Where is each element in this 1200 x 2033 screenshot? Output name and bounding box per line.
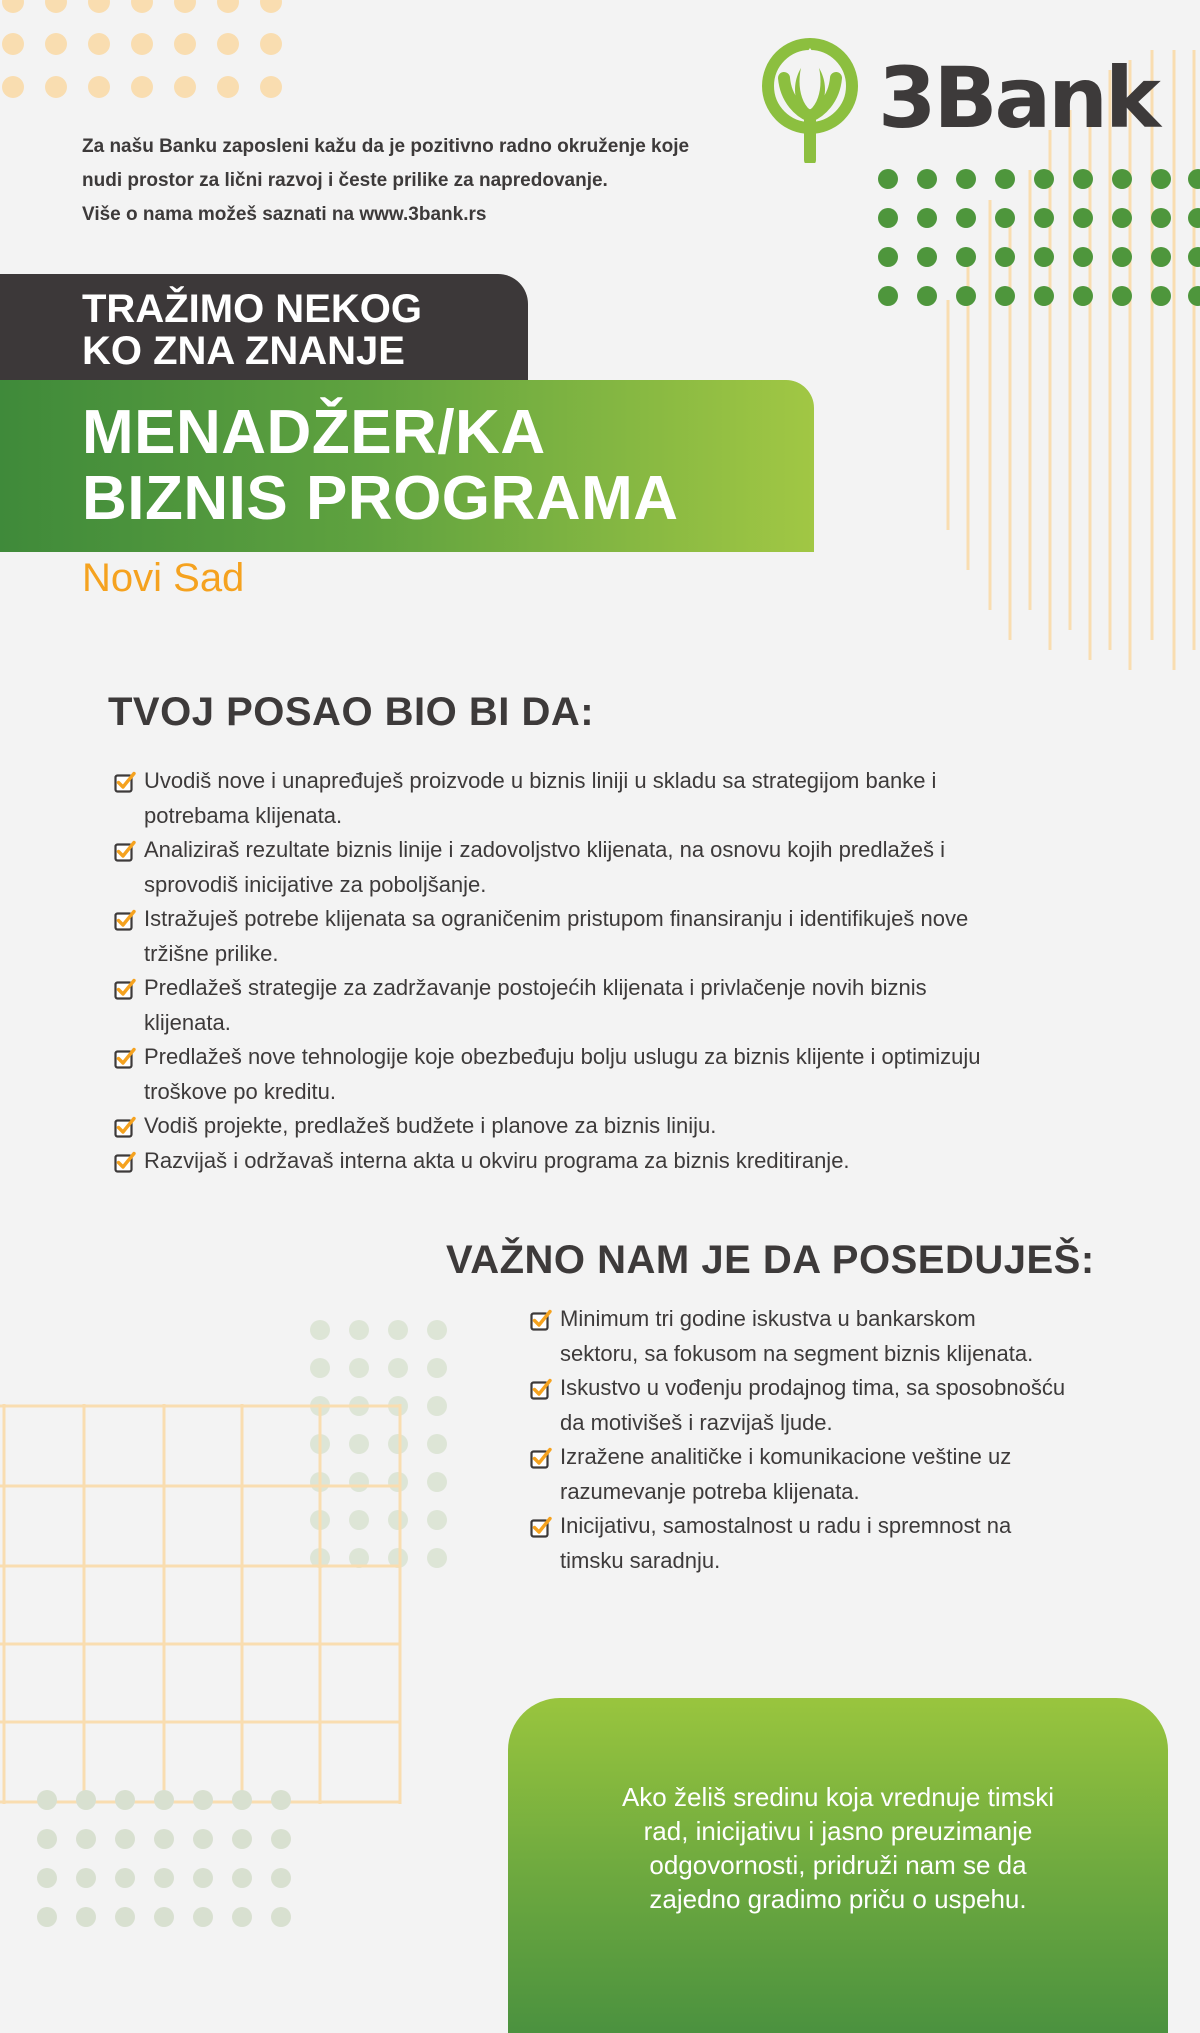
- duties-list: [114, 764, 1104, 1178]
- intro-line: Više o nama možeš saznati na www.3bank.rs: [82, 204, 487, 225]
- list-item: [114, 1144, 1104, 1179]
- decor-dots-bottom: [30, 1786, 300, 1936]
- tagline-banner: [0, 274, 528, 386]
- list-item-line: Analiziraš rezultate biznis linije i zadovoljstvo klijenata, na osnovu kojih predlažeš i: [144, 837, 945, 862]
- requirements-list: [530, 1302, 1130, 1578]
- duties-title: TVOJ POSAO BIO BI DA:: [108, 690, 595, 734]
- checkbox-icon: [114, 1047, 136, 1069]
- list-item: [114, 1109, 1104, 1144]
- job-title-line: BIZNIS PROGRAMA: [82, 464, 679, 533]
- intro-line: Za našu Banku zaposleni kažu da je pozitivno radno okruženje koje: [82, 136, 690, 157]
- decor-dots-bottom-svg: [30, 1786, 300, 1936]
- list-item-line: tržišne prilike.: [144, 940, 279, 966]
- tagline-line: TRAŽIMO NEKOG: [82, 287, 422, 331]
- list-item-line: Vodiš projekte, predlažeš budžete i planove za biznis liniju.: [144, 1113, 717, 1138]
- list-item: [114, 833, 1104, 902]
- list-item-line: potrebama klijenata.: [144, 802, 343, 828]
- checkbox-icon: [114, 978, 136, 1000]
- list-item: [530, 1509, 1130, 1578]
- checkbox-icon: [530, 1309, 552, 1331]
- checkbox-icon: [530, 1516, 552, 1538]
- list-item-line: Izražene analitičke i komunikacione veštine uz: [560, 1444, 1012, 1469]
- cta-line: zajedno gradimo priču o uspehu.: [649, 1884, 1027, 1914]
- tagline-line: KO ZNA ZNANJE: [82, 329, 405, 373]
- list-item: [530, 1440, 1130, 1509]
- decor-dots-green-svg: [870, 164, 1200, 314]
- list-item-line: Minimum tri godine iskustva u bankarskom: [560, 1306, 976, 1331]
- checkbox-icon: [114, 840, 136, 862]
- cta-line: rad, inicijativu i jasno preuzimanje: [643, 1816, 1033, 1846]
- list-item-line: Istražuješ potrebe klijenata sa ograničenim pristupom finansiranju i identifikuješ nove: [144, 906, 969, 931]
- job-title-line: MENADŽER/KA: [82, 398, 546, 467]
- brand-logo[interactable]: [760, 38, 1158, 168]
- checkbox-icon: [114, 909, 136, 931]
- list-item: [530, 1371, 1130, 1440]
- list-item-line: troškove po kreditu.: [144, 1078, 336, 1104]
- decor-dots-green: [870, 164, 1200, 314]
- cta-line: Ako želiš sredinu koja vrednuje timski: [621, 1782, 1055, 1812]
- list-item-line: Razvijaš i održavaš interna akta u okviru programa za biznis kreditiranje.: [144, 1147, 850, 1173]
- brand-name: 3Bank: [878, 49, 1158, 147]
- list-item: [114, 764, 1104, 833]
- job-title-banner: [0, 380, 814, 552]
- list-item-line: sprovodiš inicijative za poboljšanje.: [144, 871, 487, 897]
- list-item-line: Iskustvo u vođenju prodajnog tima, sa sposobnošću: [560, 1375, 1066, 1400]
- list-item-line: razumevanje potreba klijenata.: [560, 1478, 860, 1504]
- cta-panel: [508, 1698, 1168, 2033]
- checkbox-icon: [114, 1151, 136, 1173]
- list-item-line: timsku saradnju.: [560, 1547, 721, 1573]
- intro-line: nudi prostor za lični razvoj i česte prilike za napredovanje.: [82, 170, 608, 191]
- decor-dots-peach-top: [0, 0, 290, 100]
- intro-text: [82, 130, 762, 232]
- list-item-line: Inicijativu, samostalnost u radu i spremnost na: [560, 1513, 1012, 1538]
- list-item-line: da motivišeš i razvijaš ljude.: [560, 1409, 833, 1435]
- list-item: [114, 971, 1104, 1040]
- list-item-line: Predlažeš strategije za zadržavanje postojećih klijenata i privlačenje novih biznis: [144, 975, 927, 1000]
- list-item: [530, 1302, 1130, 1371]
- tree-logo-icon: [760, 38, 860, 163]
- checkbox-icon: [530, 1447, 552, 1469]
- list-item-line: sektoru, sa fokusom na segment biznis klijenata.: [560, 1340, 1034, 1366]
- decor-grid: [0, 1402, 404, 1806]
- checkbox-icon: [114, 771, 136, 793]
- checkbox-icon: [530, 1378, 552, 1400]
- checkbox-icon: [114, 1116, 136, 1138]
- list-item: [114, 1040, 1104, 1109]
- list-item: [114, 902, 1104, 971]
- requirements-title: VAŽNO NAM JE DA POSEDUJEŠ:: [446, 1238, 1095, 1282]
- decor-grid-svg: [0, 1402, 404, 1806]
- list-item-line: klijenata.: [144, 1009, 231, 1035]
- job-location: Novi Sad: [82, 556, 245, 600]
- cta-text: [568, 1780, 1108, 1916]
- cta-line: odgovornosti, pridruži nam se da: [649, 1850, 1027, 1880]
- list-item-line: Predlažeš nove tehnologije koje obezbeđuju bolju uslugu za biznis klijente i optimizuju: [144, 1044, 981, 1069]
- decor-dots-peach-svg: [0, 0, 290, 100]
- list-item-line: Uvodiš nove i unapređuješ proizvode u biznis liniji u skladu sa strategijom banke i: [144, 768, 937, 793]
